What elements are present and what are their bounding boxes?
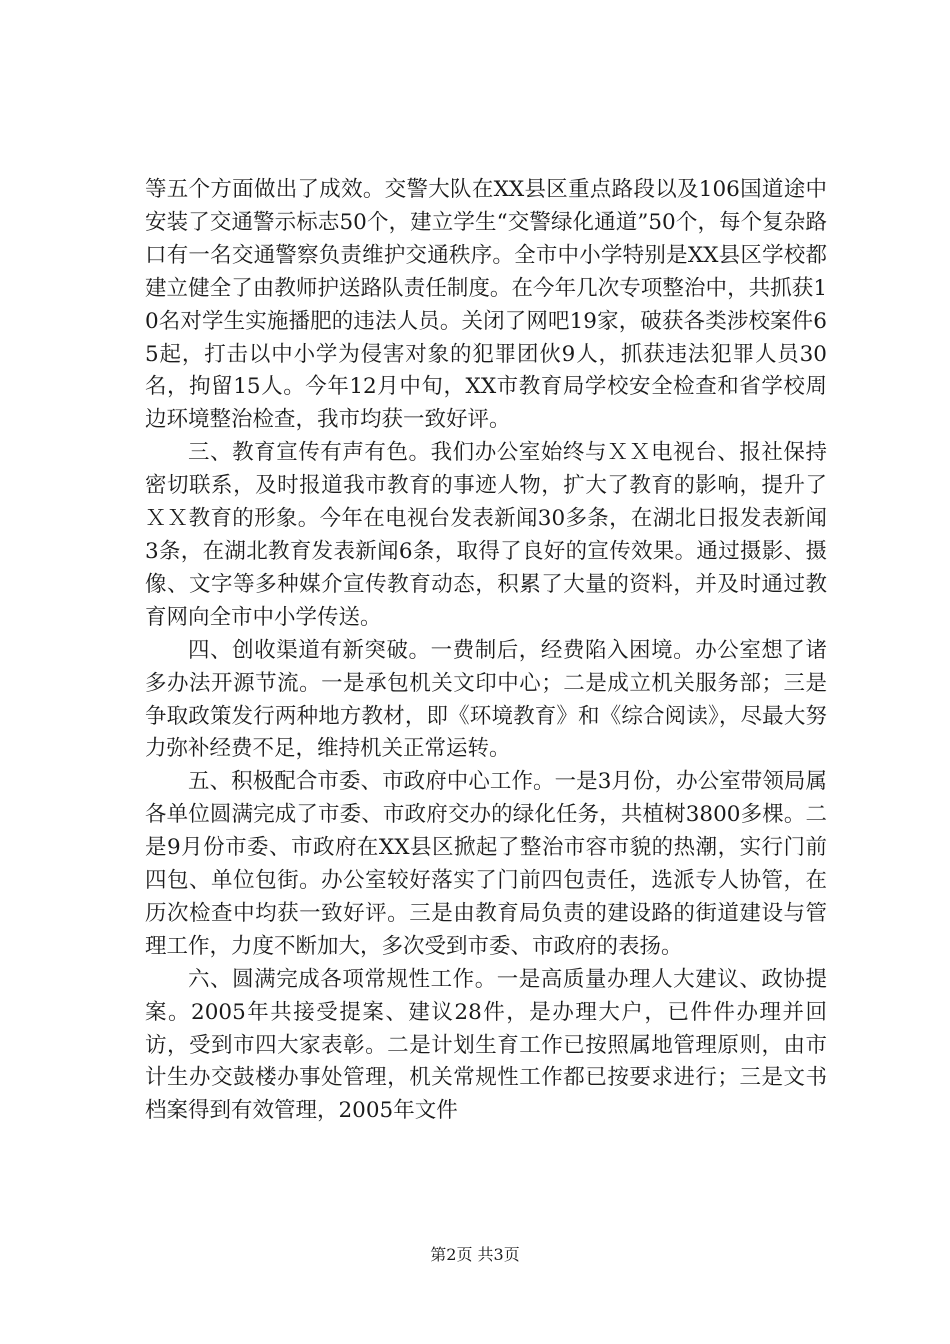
paragraph-3: 四、创收渠道有新突破。一费制后，经费陷入困境。办公室想了诸多办法开源节流。一是承包机关文印中心；二是成立机关服务部；三是争取政策发行两种地方教材，即《环境教育》和《综合阅读》，尽最大努力弥补经费不足，维持机关正常运转。 — [145, 637, 827, 762]
paragraph-4: 五、积极配合市委、市政府中心工作。一是3月份，办公室带领局属各单位圆满完成了市委、市政府交办的绿化任务，共植树3800多棵。二是9月份市委、市政府在XX县区掀起了整治市容市貌的热潮，实行门前四包、单位包街。办公室较好落实了门前四包责任，选派专人协管，在历次检查中均获一致好评。三是由教育局负责的建设路的街道建设与管理工作，力度不断加大，多次受到市委、市政府的表扬。 — [145, 769, 827, 959]
paragraph-1: 等五个方面做出了成效。交警大队在XX县区重点路段以及106国道途中安装了交通警示标志50个，建立学生“交警绿化通道”50个，每个复杂路口有一名交通警察负责维护交通秩序。全市中小学特别是XX县区学校都建立健全了由教师护送路队责任制度。在今年几次专项整治中，共抓获10名对学生实施播肥的违法人员。关闭了网吧19家，破获各类涉校案件65起，打击以中小学为侵害对象的犯罪团伙9人，抓获违法犯罪人员30名，拘留15人。今年12月中旬，XX市教育局学校安全检查和省学校周边环境整治检查，我市均获一致好评。 — [145, 177, 827, 433]
paragraph-2: 三、教育宣传有声有色。我们办公室始终与ＸＸ电视台、报社保持密切联系，及时报道我市教育的事迹人物，扩大了教育的影响，提升了ＸＸ教育的形象。今年在电视台发表新闻30多条，在湖北日报发表新闻3条，在湖北教育发表新闻6条，取得了良好的宣传效果。通过摄影、摄像、文字等多种媒介宣传教育动态，积累了大量的资料，并及时通过教育网向全市中小学传送。 — [145, 440, 827, 630]
document-body — [145, 174, 827, 1128]
page-number-footer: 第2页 共3页 — [430, 1245, 520, 1264]
paragraph-5: 六、圆满完成各项常规性工作。一是高质量办理人大建议、政协提案。2005年共接受提案、建议28件，是办理大户，已件件办理并回访，受到市四大家表彰。二是计划生育工作已按照属地管理原则，由市计生办交鼓楼办事处管理，机关常规性工作都已按要求进行；三是文书档案得到有效管理，2005年文件 — [145, 966, 827, 1124]
